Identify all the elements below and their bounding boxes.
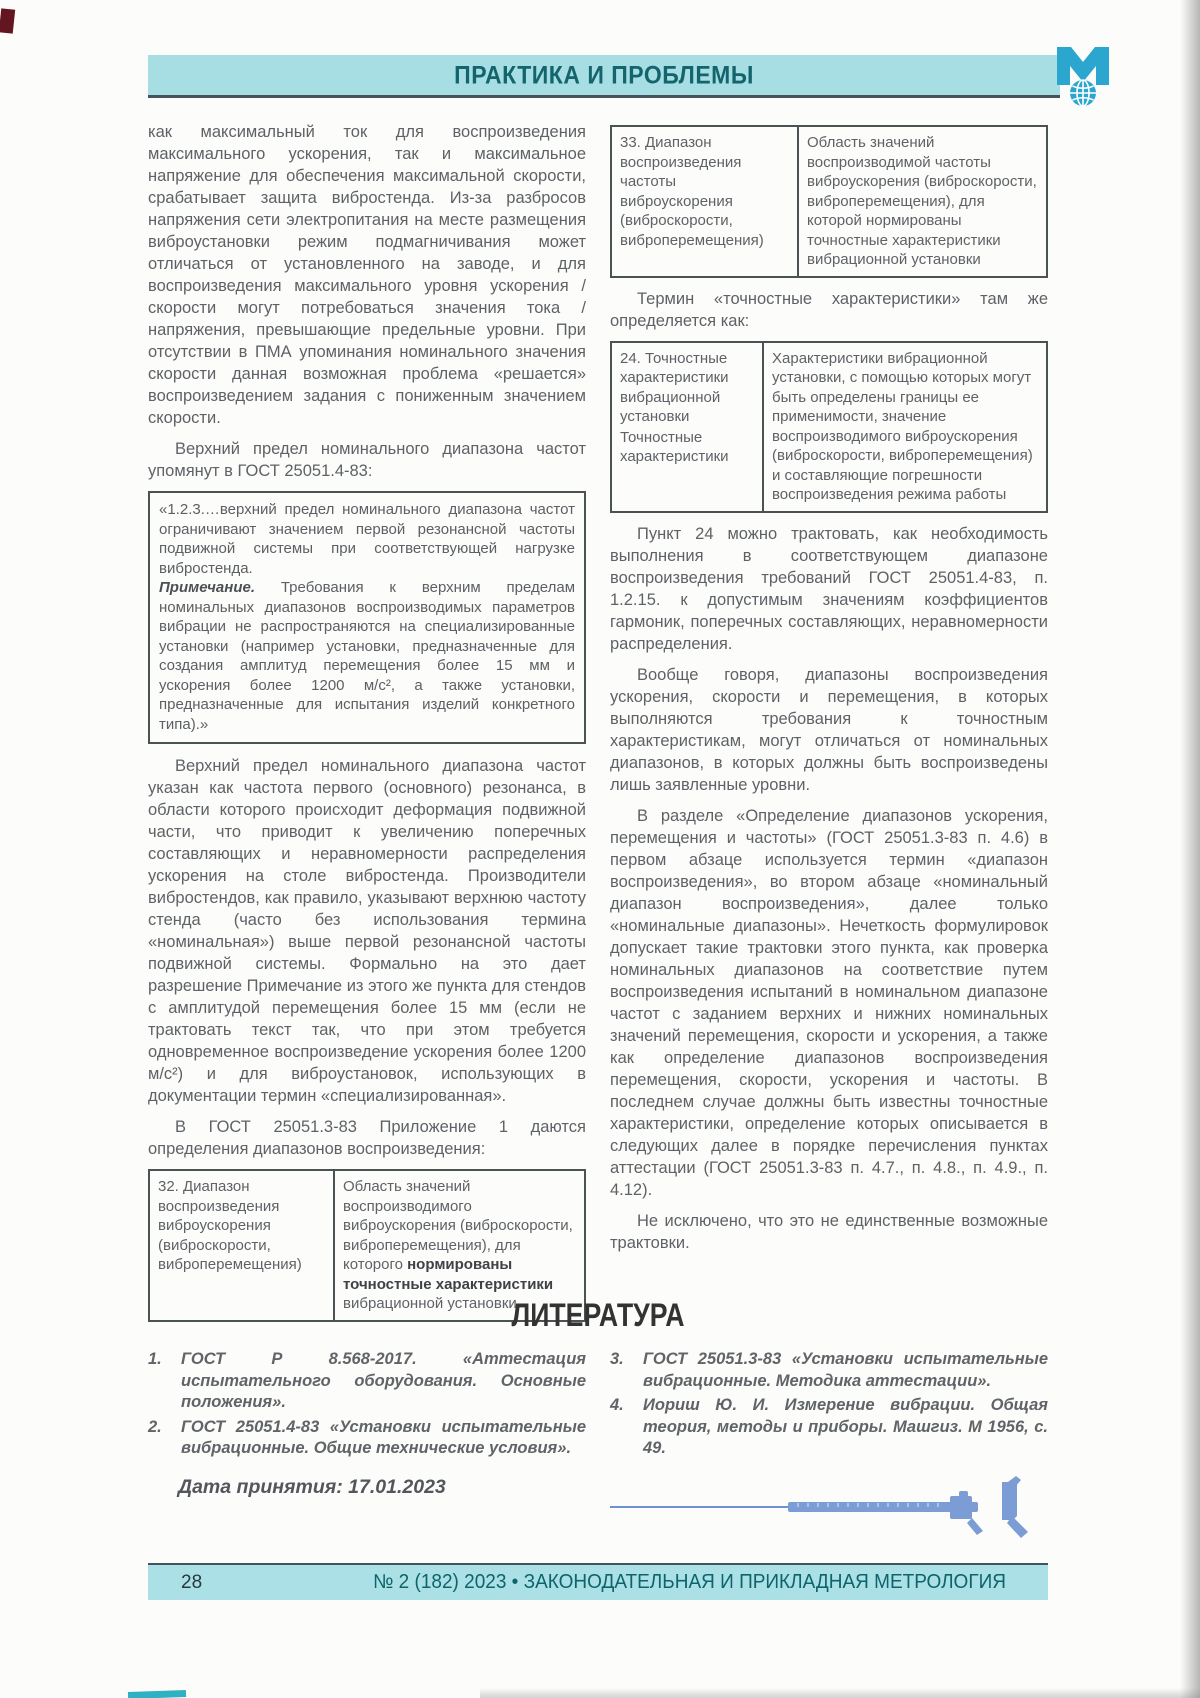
journal-issue-title: № 2 (182) 2023 • ЗАКОНОДАТЕЛЬНАЯ И ПРИКЛАДНАЯ МЕТРОЛОГИЯ: [372, 1570, 1006, 1593]
right-column: [610, 121, 1048, 1332]
literature-right-column: [610, 1349, 1048, 1546]
list-item: [148, 1417, 586, 1460]
left-column: [148, 121, 586, 1332]
page-number: 28: [181, 1571, 203, 1593]
scan-bottom-mark: [128, 1690, 186, 1698]
literature-left-column: [148, 1349, 586, 1546]
section-title: ПРАКТИКА И ПРОБЛЕМЫ: [454, 60, 754, 89]
literature-section: [148, 1300, 1048, 1546]
definition-text: вибрационной установки.: [343, 1295, 521, 1312]
paragraph: Пункт 24 можно трактовать, как необходимость выполнения в соответствующем диапазоне воспроизведения требований ГОСТ 25051.4-83, п. 1.2.15. к допустимым значениям коэффициентов гармоник, поперечных составляющих, неравномерности распределения.: [610, 524, 1048, 653]
caliper-illustration-icon: [610, 1474, 1048, 1547]
definition-cell: Характеристики вибрационной установки, с помощью которых могут быть определены границы ее применимости, значение воспроизводимого виброускорения (виброскорости, виброперемещения) и составляющие погрешности воспроизведения режима работы: [762, 343, 1046, 511]
article-body: [148, 121, 1048, 1332]
term-main: 24. Точностные характеристики вибрационной установки: [620, 349, 729, 425]
metrology-m-globe-logo-icon: [1056, 46, 1110, 108]
definition-bold-text: нормированы точностные характеристики: [343, 1256, 554, 1293]
item-number: 2.: [148, 1417, 162, 1436]
item-text: Иориш Ю. И. Измерение вибрации. Общая теория, методы и приборы. Машгиз. М 1956, с. 49.: [643, 1396, 1048, 1457]
item-text: ГОСТ 25051.3-83 «Установки испытательные вибрационные. Методика аттестации».: [643, 1350, 1048, 1390]
item-number: 3.: [610, 1350, 624, 1368]
paragraph: Верхний предел номинального диапазона частот указан как частота первого (основного) резонанса, в области которого происходит деформация подвижной части, что приводит к увеличению поперечных составляющих и неравномерности распределения ускорения на столе вибростенда. Производители вибростендов, как правило, указывают верхнюю частоту стенда (часто без использования термина «номинальная») выше первой резонансной частоты подвижной системы. Формально на это дает разрешение Примечание из этого же пункта для стендов с амплитудой перемещения более 15 мм (если не трактовать текст так, что при этом требуется одновременное воспроизведение ускорения более 1200 м/с²) и для виброустановок, использующих в документации термин «специализированная».: [148, 757, 586, 1105]
list-item: [610, 1349, 1048, 1392]
term-cell: 33. Диапазон воспроизведения частоты виброускорения (виброскорости, виброперемещения): [620, 134, 764, 249]
literature-columns: [148, 1349, 1048, 1546]
definition-text: Область значений воспроизводимого виброускорения (виброскорости, виброперемещения), для которого: [343, 1178, 573, 1273]
scan-bottom-shadow: [480, 1688, 1200, 1698]
paragraph: Термин «точностные характеристики» там же определяется как:: [610, 289, 1048, 330]
list-item: [610, 1395, 1048, 1460]
note-text: Требования к верхним пределам номинальных диапазонов воспроизводимых параметров вибрации не распространяются на специализированные установки (например установки, предназначенные для создания амплитуд перемещения более 15 мм и ускорения более 1200 м/с², а также установки, предназначенные для испытания изделий конкретного типа).»: [159, 579, 575, 733]
paragraph: Не исключено, что это не единственные возможные трактовки.: [610, 1211, 1048, 1252]
definition-table-24: [610, 341, 1048, 513]
quote-body: «1.2.3.…верхний предел номинального диапазона частот ограничивают значением первой резонансной частоты подвижной системы при соответствующей нагрузке вибростенда.: [159, 501, 575, 577]
note-label: Примечание.: [159, 579, 255, 596]
section-header-band: [148, 55, 1060, 98]
list-item: [148, 1349, 586, 1414]
paragraph: В разделе «Определение диапазонов ускорения, перемещения и частоты» (ГОСТ 25051.3-83 п. 4.6) в первом абзаце используется термин «диапазон воспроизведения», во втором абзаце «номинальный диапазон воспроизведения», далее только «номинальные диапазоны». Нечеткость формулировок допускает такие трактовки этого пункта, как проверка номинальных диапазонов на соответствие путем воспроизведения испытаний в номинальном диапазоне частот с заданием верхних и нижних номинальных значений перемещения, скорости и ускорения, а также как определение диапазонов воспроизведения перемещения, скорости, ускорения и частоты. В последнем случае должны быть известны точностные характеристики, определение которых описывается в следующих далее в порядке перечисления пунктах аттестации (ГОСТ 25051.3-83 п. 4.7., п. 4.8., п. 4.9., п. 4.12).: [610, 806, 1048, 1199]
item-text: ГОСТ Р 8.568-2017. «Аттестация испытательного оборудования. Основные положения».: [181, 1350, 586, 1411]
paragraph: В ГОСТ 25051.3-83 Приложение 1 даются определения диапазонов воспроизведения:: [148, 1118, 586, 1158]
gost-quote-box: [148, 491, 586, 744]
term-cell: 32. Диапазон воспроизведения виброускорения (виброскорости, виброперемещения): [158, 1178, 302, 1273]
definition-table-33: [610, 125, 1048, 278]
scan-corner-mark: [0, 8, 15, 33]
quote-note: [159, 578, 575, 734]
item-number: 4.: [610, 1396, 624, 1414]
paragraph: как максимальный ток для воспроизведения максимального ускорения, так и максимальное напряжение для обеспечения максимальной скорости, срабатывает защита вибростенда. Из-за разбросов напряжения сети электропитания на месте размещения виброустановки режим подмагничивания может отличаться от установленного на заводе, и для воспроизведения максимального уровня ускорения / скорости могут потребоваться значения тока / напряжения, превышающие предельные уровни. При отсутствии в ПМА упоминания номинального значения скорости данная возможная проблема «решается» воспроизведением задания с пониженным значением скорости.: [148, 123, 586, 427]
definition-cell: Область значений воспроизводимой частоты виброускорения (виброскорости, виброперемещения), для которой нормированы точностные характеристики вибрационной установки: [797, 127, 1046, 276]
scan-edge-shadow: [1180, 0, 1200, 1698]
acceptance-date-note: Дата принятия: 17.01.2023: [178, 1475, 446, 1498]
item-number: 1.: [148, 1350, 162, 1368]
paragraph: Верхний предел номинального диапазона частот упомянут в ГОСТ 25051.4-83:: [148, 440, 586, 480]
footer-band: [148, 1563, 1048, 1600]
paragraph: Вообще говоря, диапазоны воспроизведения ускорения, скорости и перемещения, в которых выполняются требования к точностным характеристикам, могут отличаться от номинальных диапазонов, в которых должны быть воспроизведены лишь заявленные уровни.: [610, 665, 1048, 794]
literature-heading: ЛИТЕРАТУРА: [511, 1298, 685, 1334]
item-text: ГОСТ 25051.4-83 «Установки испытательные вибрационные. Общие технические условия».: [181, 1417, 586, 1457]
term-alt: Точностные характеристики: [620, 428, 729, 465]
term-cell: [612, 343, 762, 511]
